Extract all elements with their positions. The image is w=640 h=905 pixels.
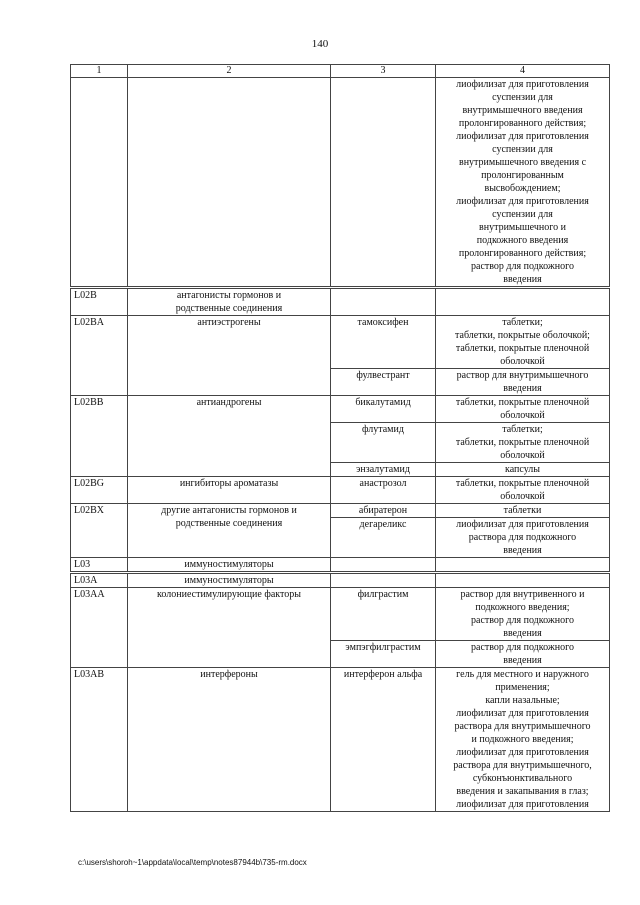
- atc-group-cell: [128, 316, 331, 396]
- text-line: родственные соединения: [175, 303, 283, 314]
- text-line: эмпэгфилграстим: [345, 642, 421, 653]
- drug-name-cell: [331, 369, 436, 396]
- text-line: суспензии для: [492, 209, 553, 220]
- dosage-form-cell: [436, 423, 610, 463]
- text-line: введения и закапывания в глаз;: [456, 786, 589, 797]
- table-row: [71, 396, 610, 423]
- dosage-form-cell: [436, 288, 610, 316]
- dosage-form-cell: [436, 573, 610, 588]
- text-line: гель для местного и наружного: [456, 669, 589, 680]
- text-line: таблетки: [503, 505, 542, 516]
- text-line: таблетки, покрытые пленочной: [455, 437, 590, 448]
- atc-group-cell: [128, 288, 331, 316]
- drug-name-cell: [331, 668, 436, 812]
- table-body: [71, 78, 610, 812]
- text-line: оболочкой: [500, 410, 545, 421]
- dosage-form-cell: [436, 477, 610, 504]
- table-row: [71, 573, 610, 588]
- text-line: раствор для подкожного: [471, 642, 574, 653]
- text-line: лиофилизат для приготовления: [456, 708, 589, 719]
- text-line: таблетки;: [502, 424, 543, 435]
- drug-name-cell: [331, 463, 436, 477]
- text-line: таблетки;: [502, 317, 543, 328]
- dosage-form-cell: [436, 396, 610, 423]
- header-cell: 4: [436, 65, 610, 78]
- drug-name-cell: [331, 518, 436, 558]
- file-path-footer: c:\users\shoroh~1\appdata\local\temp\notes87944b\735-rm.docx: [78, 858, 307, 867]
- text-line: тамоксифен: [357, 317, 409, 328]
- dosage-form-cell: [436, 369, 610, 396]
- text-line: флутамид: [362, 424, 404, 435]
- table-row: [71, 668, 610, 812]
- dosage-form-cell: [436, 463, 610, 477]
- text-line: лиофилизат для приготовления: [456, 131, 589, 142]
- text-line: и подкожного введения;: [471, 734, 574, 745]
- dosage-form-cell: [436, 558, 610, 573]
- text-line: применения;: [495, 682, 550, 693]
- table-header-row: [71, 65, 610, 78]
- text-line: оболочкой: [500, 356, 545, 367]
- text-line: капсулы: [505, 464, 540, 475]
- header-cell: 2: [128, 65, 331, 78]
- atc-code-cell: L02BX: [71, 504, 128, 558]
- text-line: лиофилизат для приготовления: [456, 747, 589, 758]
- drug-name-cell: [331, 477, 436, 504]
- text-line: оболочкой: [500, 450, 545, 461]
- atc-code-cell: L03AA: [71, 588, 128, 668]
- dosage-form-cell: [436, 504, 610, 518]
- text-line: субконъюнктивального: [472, 773, 573, 784]
- text-line: энзалутамид: [356, 464, 410, 475]
- text-line: интерферон альфа: [343, 669, 423, 680]
- drug-name-cell: [331, 588, 436, 641]
- text-line: раствор для подкожного: [471, 261, 574, 272]
- atc-code-cell: L02B: [71, 288, 128, 316]
- atc-code-cell: L02BA: [71, 316, 128, 396]
- header-cell: 3: [331, 65, 436, 78]
- atc-code-cell: [71, 78, 128, 288]
- text-line: другие антагонисты гормонов и: [161, 505, 297, 516]
- drug-name-cell: [331, 288, 436, 316]
- atc-group-cell: [128, 588, 331, 668]
- text-line: введения: [503, 628, 542, 639]
- header-cell: 1: [71, 65, 128, 78]
- dosage-form-cell: [436, 78, 610, 288]
- text-line: внутримышечного и: [479, 222, 566, 233]
- text-line: антиэстрогены: [197, 317, 261, 328]
- text-line: таблетки, покрытые пленочной: [455, 343, 590, 354]
- atc-group-cell: [128, 668, 331, 812]
- text-line: введения: [503, 545, 542, 556]
- text-line: подкожного введения;: [475, 602, 570, 613]
- text-line: пролонгированным: [481, 170, 564, 181]
- atc-code-cell: L03A: [71, 573, 128, 588]
- text-line: антагонисты гормонов и: [176, 290, 282, 301]
- table-row: [71, 558, 610, 573]
- text-line: таблетки, покрытые пленочной: [455, 397, 590, 408]
- text-line: интерфероны: [200, 669, 258, 680]
- table-row: [71, 288, 610, 316]
- drug-name-cell: [331, 504, 436, 518]
- atc-group-cell: [128, 78, 331, 288]
- dosage-form-cell: [436, 316, 610, 369]
- text-line: колониестимулирующие факторы: [157, 589, 301, 600]
- drug-name-cell: [331, 316, 436, 369]
- text-line: раствор для подкожного: [471, 615, 574, 626]
- text-line: введения: [503, 655, 542, 666]
- table-row: [71, 588, 610, 641]
- drug-name-cell: [331, 78, 436, 288]
- text-line: дегареликс: [359, 519, 407, 530]
- text-line: анастрозол: [359, 478, 407, 489]
- text-line: подкожного введения: [476, 235, 569, 246]
- text-line: лиофилизат для приготовления: [456, 519, 589, 530]
- text-line: таблетки, покрытые оболочкой;: [455, 330, 590, 341]
- text-line: пролонгированного действия;: [458, 248, 587, 259]
- atc-group-cell: [128, 558, 331, 573]
- drug-name-cell: [331, 396, 436, 423]
- dosage-form-cell: [436, 668, 610, 812]
- text-line: раствора для подкожного: [468, 532, 577, 543]
- text-line: пролонгированного действия;: [458, 118, 587, 129]
- text-line: ингибиторы ароматазы: [179, 478, 279, 489]
- table-row: [71, 504, 610, 518]
- dosage-form-cell: [436, 588, 610, 641]
- text-line: введения: [503, 383, 542, 394]
- atc-code-cell: L03AB: [71, 668, 128, 812]
- text-line: суспензии для: [492, 92, 553, 103]
- text-line: раствора для внутримышечного,: [453, 760, 592, 771]
- atc-group-cell: [128, 504, 331, 558]
- text-line: бикалутамид: [355, 397, 411, 408]
- text-line: филграстим: [357, 589, 409, 600]
- drug-table: [70, 64, 610, 812]
- text-line: иммуностимуляторы: [184, 575, 274, 586]
- text-line: иммуностимуляторы: [184, 559, 274, 570]
- text-line: капли назальные;: [485, 695, 560, 706]
- atc-group-cell: [128, 477, 331, 504]
- drug-name-cell: [331, 573, 436, 588]
- text-line: раствор для внутримышечного: [456, 370, 589, 381]
- text-line: раствор для внутривенного и: [460, 589, 585, 600]
- text-line: лиофилизат для приготовления: [456, 196, 589, 207]
- table-row: [71, 78, 610, 288]
- atc-group-cell: [128, 396, 331, 477]
- text-line: раствора для внутримышечного: [454, 721, 591, 732]
- text-line: оболочкой: [500, 491, 545, 502]
- table-row: [71, 477, 610, 504]
- dosage-form-cell: [436, 518, 610, 558]
- atc-code-cell: L03: [71, 558, 128, 573]
- text-line: лиофилизат для приготовления: [456, 79, 589, 90]
- text-line: таблетки, покрытые пленочной: [455, 478, 590, 489]
- atc-code-cell: L02BB: [71, 396, 128, 477]
- text-line: внутримышечного введения с: [458, 157, 587, 168]
- atc-group-cell: [128, 573, 331, 588]
- drug-name-cell: [331, 423, 436, 463]
- text-line: родственные соединения: [175, 518, 283, 529]
- text-line: антиандрогены: [196, 397, 262, 408]
- text-line: высвобождением;: [484, 183, 561, 194]
- text-line: суспензии для: [492, 144, 553, 155]
- atc-code-cell: L02BG: [71, 477, 128, 504]
- text-line: абиратерон: [358, 505, 408, 516]
- table-row: [71, 316, 610, 369]
- page-number: 140: [311, 38, 329, 50]
- drug-name-cell: [331, 641, 436, 668]
- text-line: введения: [503, 274, 542, 285]
- text-line: фулвестрант: [356, 370, 410, 381]
- drug-name-cell: [331, 558, 436, 573]
- text-line: лиофилизат для приготовления: [456, 799, 589, 810]
- text-line: внутримышечного введения: [462, 105, 583, 116]
- dosage-form-cell: [436, 641, 610, 668]
